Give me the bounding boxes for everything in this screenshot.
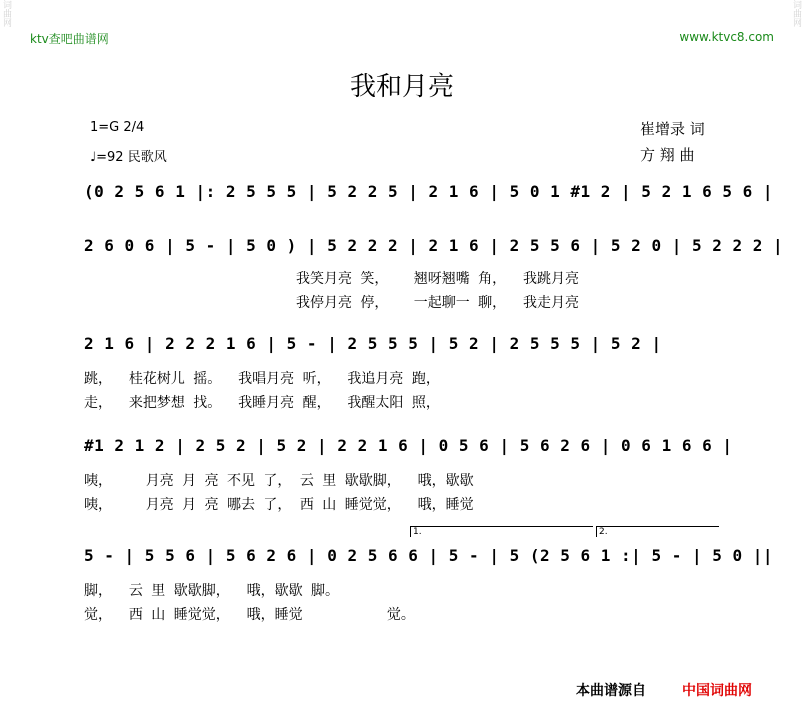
lyricist-credit: 崔增录 词 [640,120,705,138]
lyrics-line-3-verse-2: 走， 来把梦想 找。 我睡月亮 醒， 我醒太阳 照， [84,395,440,411]
song-title: 我和月亮 [349,72,454,102]
lyrics-line-2-verse-2: 我停月亮 停， 一起聊一 聊， 我走月亮 [296,295,579,311]
key-signature: 1=G 2/4 [90,120,145,135]
footer-source-site[interactable]: 中国词曲网 [682,683,752,699]
notation-line-3: 2 1 6 | 2 2 2 1 6 | 5 - | 2 5 5 5 | 5 2 | 2 5 5 5 | 5 2 | [84,334,662,353]
tempo-marking: ♩=92 民歌风 [90,150,167,165]
side-watermark-left: 词曲网 [1,0,11,27]
lyrics-line-4-verse-2: 咦， 月亮 月 亮 哪去 了， 西 山 睡觉觉， 哦，睡觉 [84,497,474,513]
notation-line-4: #1 2 1 2 | 2 5 2 | 5 2 | 2 2 1 6 | 0 5 6 | 5 6 2 6 | 0 6 1 6 6 | [84,436,733,455]
notation-line-5: 5 - | 5 5 6 | 5 6 2 6 | 0 2 5 6 6 | 5 - | 5 (2 5 6 1 :| 5 - | 5 0 || [84,546,774,565]
composer-credit: 方 翔 曲 [640,146,695,164]
volta-first-ending: 1. [410,526,593,537]
footer-source-label: 本曲谱源自 [576,683,646,699]
lyrics-line-4-verse-1: 咦， 月亮 月 亮 不见 了， 云 里 歇歇脚， 哦，歇歇 [84,473,474,489]
site-link-right[interactable]: www.ktvc8.com [679,30,774,44]
notation-line-2: 2 6 0 6 | 5 - | 5 0 ) | 5 2 2 2 | 2 1 6 | 2 5 5 6 | 5 2 0 | 5 2 2 2 | [84,236,784,255]
lyrics-line-5-verse-2: 觉， 西 山 睡觉觉， 哦，睡觉 觉。 [84,607,415,623]
lyrics-line-3-verse-1: 跳， 桂花树儿 摇。 我唱月亮 听， 我追月亮 跑， [84,371,440,387]
site-link-left[interactable]: ktv查吧曲谱网 [30,32,109,46]
lyrics-line-2-verse-1: 我笑月亮 笑， 翘呀翘嘴 角， 我跳月亮 [296,271,579,287]
volta-second-ending: 2. [596,526,719,537]
notation-line-1: (0 2 5 6 1 |: 2 5 5 5 | 5 2 2 5 | 2 1 6 | 5 0 1 #1 2 | 5 2 1 6 5 6 | [84,182,774,201]
side-watermark-right: 词曲网 [791,0,801,27]
lyrics-line-5-verse-1: 脚， 云 里 歇歇脚， 哦，歇歇 脚。 [84,583,340,599]
